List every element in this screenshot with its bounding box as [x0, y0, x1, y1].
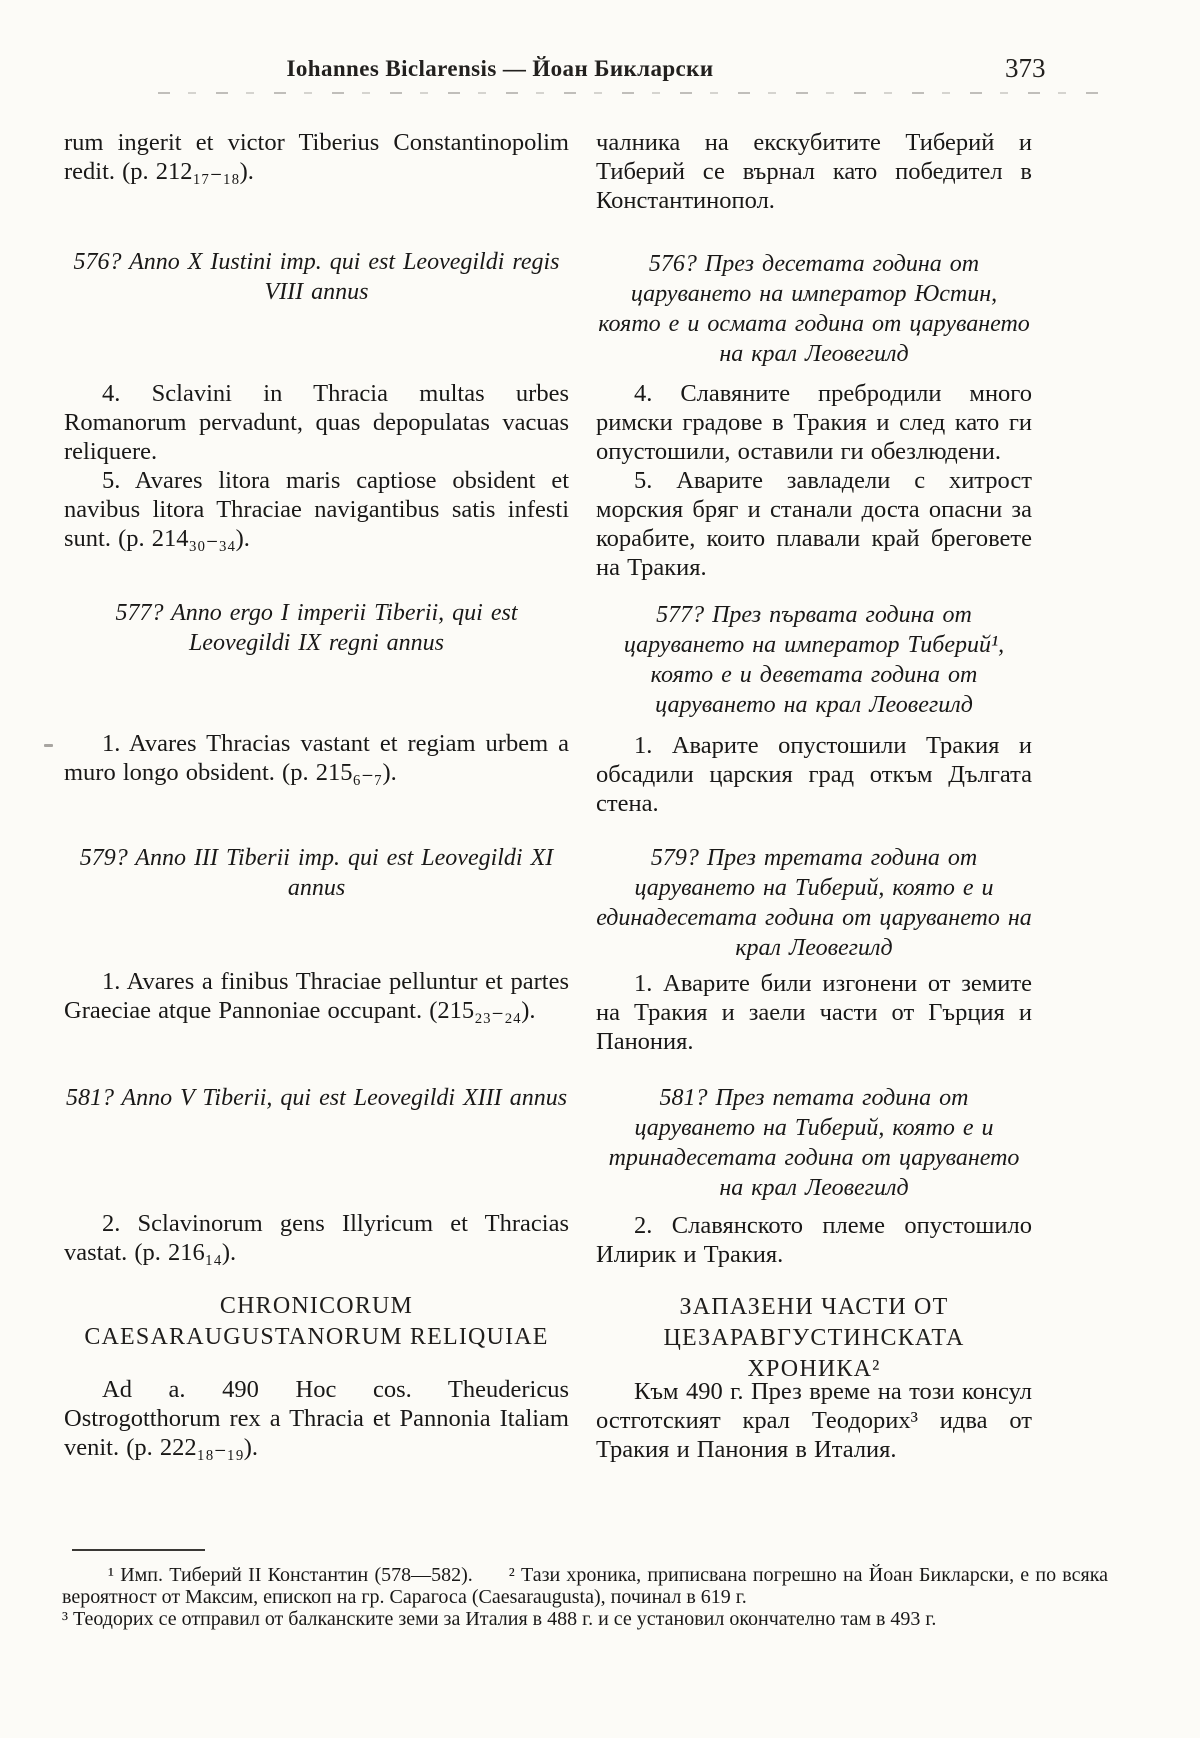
bulgarian-paragraph-577-1: 1. Аварите опустошили Тракия и обсадили царския град откъм Дългата стена. [596, 732, 1032, 817]
bulgarian-paragraph-579-1: 1. Аварите били изгонени от земите на Тракия и заели части от Гърция и Панония. [596, 970, 1032, 1055]
latin-section-heading-chronicorum: CHRONICORUM CAESARAUGUSTANORUM RELIQUIAE [84, 1293, 549, 1350]
page-number: 373 [1005, 53, 1046, 83]
bulgarian-paragraph-4: 4. Славяните пребродили много римски градове в Тракия и след като ги опустошили, оставили ги обезлюдени. [596, 380, 1032, 465]
latin-year-heading-579: 579? Anno III Tiberii imp. qui est Leovegildi XI annus [79, 845, 554, 901]
bulgarian-paragraph-581-2: 2. Славянското племе опустошило Илирик и Тракия. [596, 1212, 1032, 1268]
latin-column [64, 0, 569, 1738]
latin-paragraph-4: 4. Sclavini in Thracia multas urbes Romanorum pervadunt, quas depopulatas vacuas reliquere. [64, 380, 569, 465]
latin-paragraph-581-2: 2. Sclavinorum gens Illyricum et Thracias vastat. (p. 216₁₄). [64, 1210, 569, 1266]
footnote-2: ² Тази хроника, приписвана погрешно на Йоан Бикларски, е по всяка вероятност от Максим, епископ на гр. Сарагоса (Caesaraugusta), починал в 619 г. [62, 1564, 1108, 1608]
latin-year-heading-577: 577? Anno ergo I imperii Tiberii, qui est Leovegildi IX regni annus [115, 600, 518, 656]
latin-paragraph-ad-490: Ad a. 490 Hoc cos. Theudericus Ostrogotthorum rex a Thracia et Pannonia Italiam venit. (p. 222₁₈₋₁₉). [64, 1376, 569, 1461]
footnote-1: ¹ Имп. Тиберий II Константин (578—582). [108, 1564, 473, 1586]
footnote-line-1-2 [62, 1564, 1108, 1608]
running-title: Iohannes Biclarensis — Йоан Бикларски [286, 56, 714, 81]
latin-paragraph-579-1: 1. Avares a finibus Thraciae pelluntur et partes Graeciae atque Pannoniae occupant. (215₂₃₋₂₄). [64, 968, 569, 1024]
margin-mark-artifact [44, 744, 53, 747]
latin-paragraph-5: 5. Avares litora maris captiose obsident et navibus litora Thraciae navigantibus satis infesti sunt. (p. 214₃₀₋₃₄). [64, 467, 569, 552]
bulgarian-paragraph-5: 5. Аварите завладели с хитрост морския бряг и станали доста опасни за корабите, които плавали край бреговете на Тракия. [596, 467, 1032, 581]
bulgarian-year-heading-581: 581? През петата година от царуването на Тиберий, която е и тринадесетата година от царуването на крал Леовегилд [608, 1085, 1020, 1201]
latin-continuation-paragraph: rum ingerit et victor Tiberius Constantinopolim redit. (p. 212₁₇₋₁₈). [64, 129, 569, 185]
footnote-separator-rule [72, 1549, 205, 1551]
bulgarian-year-heading-579: 579? През третата година от царуването на Тиберий, която е и единадесетата година от царуването на крал Леовегилд [596, 845, 1032, 961]
latin-paragraph-577-1: 1. Avares Thracias vastant et regiam urbem a muro longo obsident. (p. 215₆₋₇). [64, 730, 569, 786]
bulgarian-section-heading-zapazeni: ЗАПАЗЕНИ ЧАСТИ ОТ ЦЕЗАРАВГУСТИНСКАТА ХРОНИКА² [663, 1294, 965, 1382]
bulgarian-continuation-paragraph: чалника на екскубитите Тиберий и Тиберий се върнал като победител в Константинопол. [596, 129, 1032, 214]
latin-year-heading-581: 581? Anno V Tiberii, qui est Leovegildi XIII annus [65, 1085, 568, 1111]
latin-year-heading-576: 576? Anno X Iustini imp. qui est Leovegildi regis VIII annus [73, 249, 560, 305]
bulgarian-paragraph-kam-490: Към 490 г. През време на този консул остготският крал Теодорих³ идва от Тракия и Панония в Италия. [596, 1378, 1032, 1463]
footnote-3: ³ Теодорих се отправил от балканските земи за Италия в 488 г. и се установил окончателно там в 493 г. [62, 1608, 937, 1630]
bulgarian-year-heading-577: 577? През първата година от царуването на император Тиберий¹, която е и деветата година от царуването на крал Леовегилд [623, 602, 1005, 718]
footnotes [62, 1564, 1108, 1630]
bulgarian-year-heading-576: 576? През десетата година от царуването на император Юстин, която е и осмата година от царуването на крал Леовегилд [598, 251, 1030, 367]
bulgarian-column [596, 0, 1032, 1738]
